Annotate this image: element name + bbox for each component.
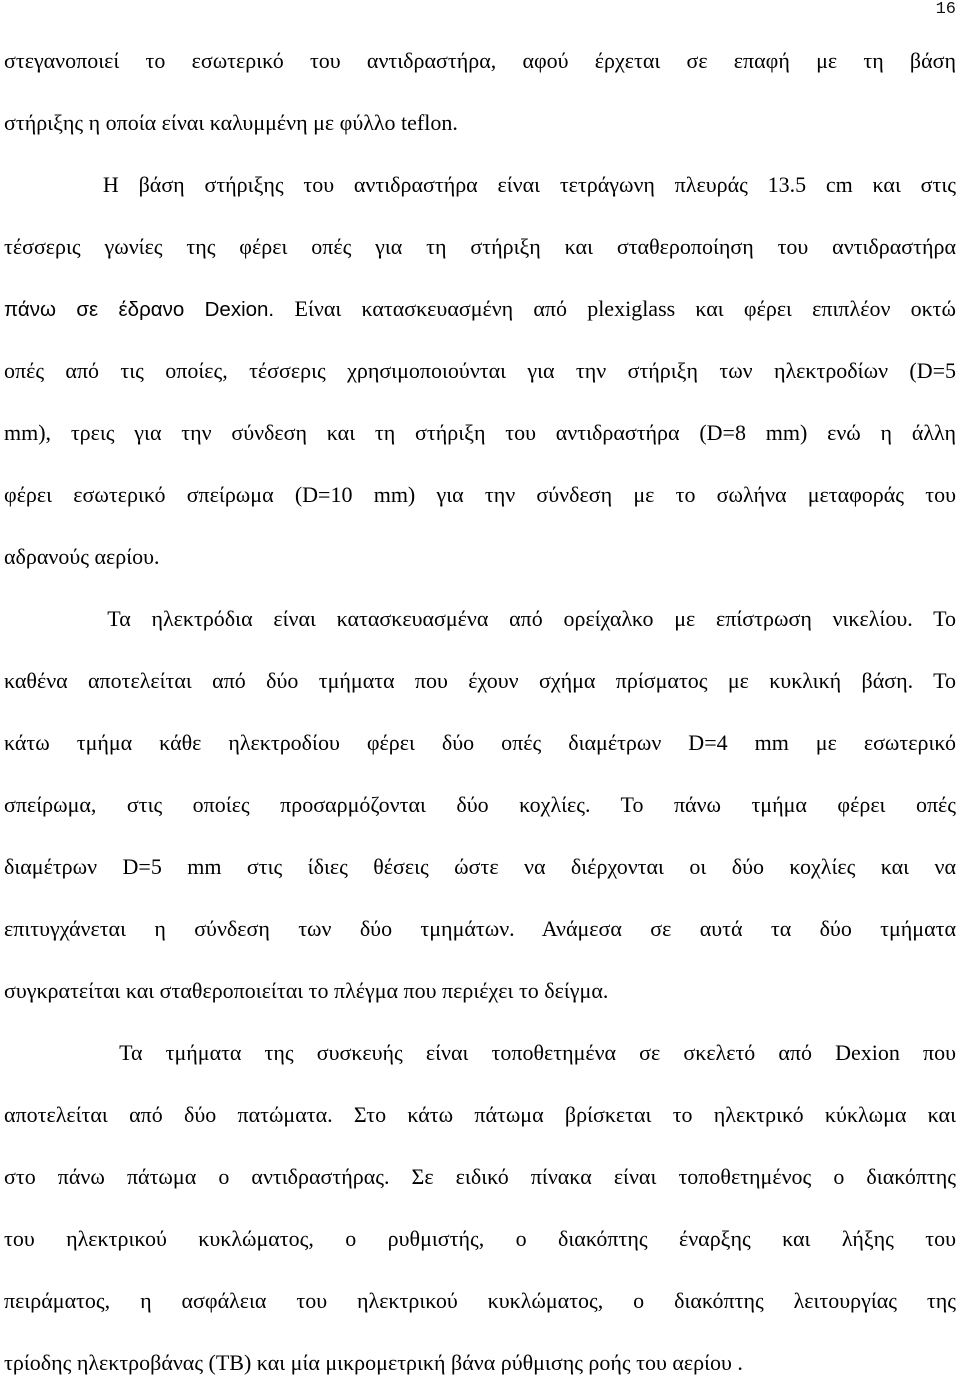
page-number: 16 [935, 0, 956, 19]
text-line: καθένα αποτελείται από δύο τμήματα που έχουν σχήμα πρίσματος με κυκλική βάση. Το [4, 668, 956, 693]
text-segment: πάνω σε έδρανο Dexion. [4, 298, 295, 321]
text-line: φέρει εσωτερικό σπείρωμα (D=10 mm) για την σύνδεση με το σωλήνα μεταφοράς του [4, 482, 956, 507]
text-line: στεγανοποιεί το εσωτερικό του αντιδραστήρα, αφού έρχεται σε επαφή με τη βάση [4, 48, 956, 73]
text-line-mixed [4, 278, 956, 340]
text-line: του ηλεκτρικού κυκλώματος, ο ρυθμιστής, ο διακόπτης έναρξης και λήξης του [4, 1226, 956, 1251]
text-line: διαμέτρων D=5 mm στις ίδιες θέσεις ώστε να διέρχονται οι δύο κοχλίες και να [4, 854, 956, 879]
text-line: Τα τμήματα της συσκευής είναι τοποθετημένα σε σκελετό από Dexion που [4, 1040, 956, 1065]
text-line: πειράματος, η ασφάλεια του ηλεκτρικού κυκλώματος, ο διακόπτης λειτουργίας της [4, 1288, 956, 1313]
text-line: επιτυγχάνεται η σύνδεση των δύο τμημάτων. Ανάμεσα σε αυτά τα δύο τμήματα [4, 916, 956, 941]
text-line: Τα ηλεκτρόδια είναι κατασκευασμένα από ορείχαλκο με επίστρωση νικελίου. Το [4, 606, 956, 631]
text-line: αποτελείται από δύο πατώματα. Στο κάτω πάτωμα βρίσκεται το ηλεκτρικό κύκλωμα και [4, 1102, 956, 1127]
text-line: στήριξης η οποία είναι καλυμμένη με φύλλο teflon. [4, 110, 458, 135]
text-line: Η βάση στήριξης του αντιδραστήρα είναι τετράγωνη πλευράς 13.5 cm και στις [4, 172, 956, 197]
text-line: τρίοδης ηλεκτροβάνας (TB) και μία μικρομετρική βάνα ρύθμισης ροής του αερίου . [4, 1350, 743, 1375]
text-line: mm), τρεις για την σύνδεση και τη στήριξη του αντιδραστήρα (D=8 mm) ενώ η άλλη [4, 420, 956, 445]
text-line: αδρανούς αερίου. [4, 544, 160, 569]
text-line: σπείρωμα, στις οποίες προσαρμόζονται δύο κοχλίες. Το πάνω τμήμα φέρει οπές [4, 792, 956, 817]
text-line: στο πάνω πάτωμα ο αντιδραστήρας. Σε ειδικό πίνακα είναι τοποθετημένος ο διακόπτης [4, 1164, 956, 1189]
text-segment: Είναι κατασκευασμένη από plexiglass και φέρει επιπλέον οκτώ [294, 296, 956, 321]
document-body [4, 30, 956, 1394]
text-line: κάτω τμήμα κάθε ηλεκτροδίου φέρει δύο οπές διαμέτρων D=4 mm με εσωτερικό [4, 730, 956, 755]
text-line: συγκρατείται και σταθεροποιείται το πλέγμα που περιέχει το δείγμα. [4, 978, 609, 1003]
text-line: οπές από τις οποίες, τέσσερις χρησιμοποιούνται για την στήριξη των ηλεκτροδίων (D=5 [4, 358, 956, 383]
text-line: τέσσερις γωνίες της φέρει οπές για τη στήριξη και σταθεροποίηση του αντιδραστήρα [4, 234, 956, 259]
